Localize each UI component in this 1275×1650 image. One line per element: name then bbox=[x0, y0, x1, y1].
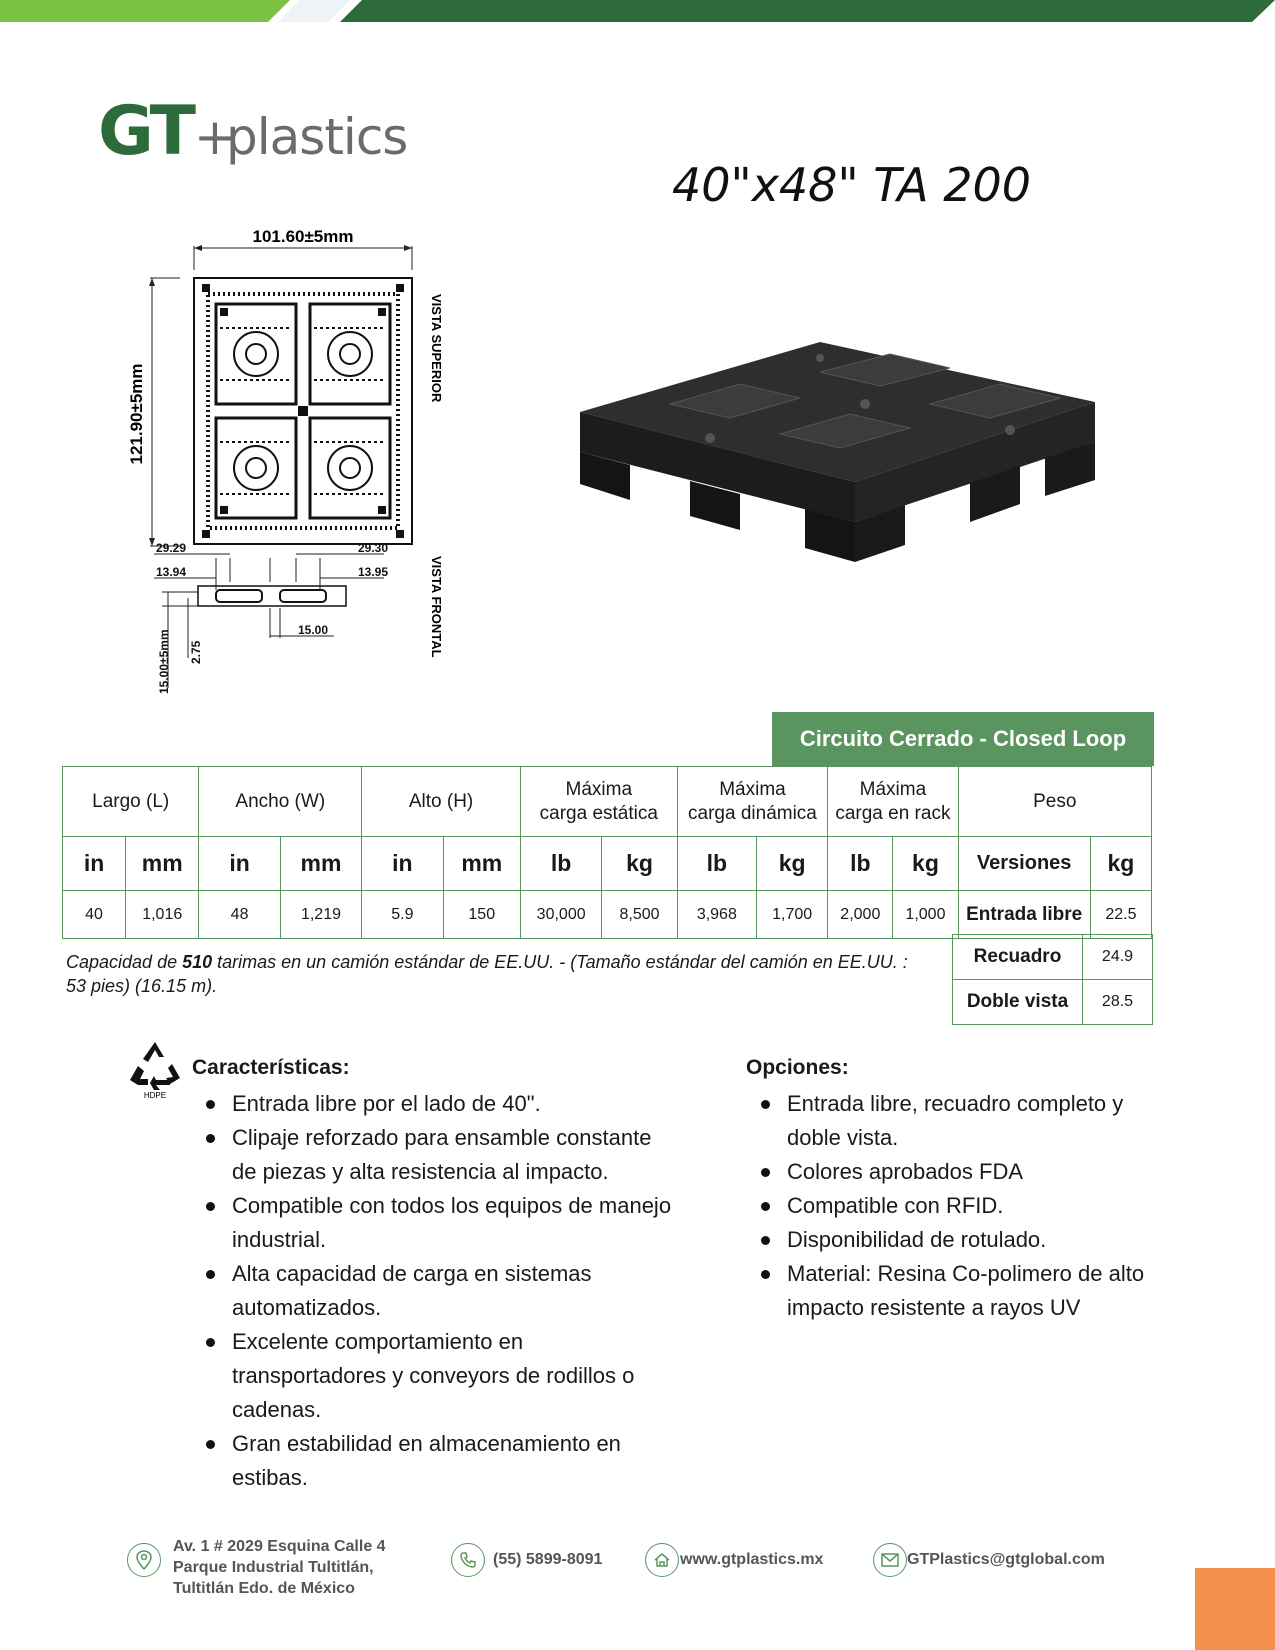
corner-accent bbox=[1195, 1568, 1275, 1650]
unit-cell: in bbox=[362, 837, 443, 891]
unit-cell: mm bbox=[280, 837, 361, 891]
features-title: Características: bbox=[192, 1056, 350, 1079]
value-cell: 1,219 bbox=[280, 891, 361, 939]
unit-cell: mm bbox=[126, 837, 199, 891]
version-name: Doble vista bbox=[953, 980, 1083, 1025]
dim-13-95: 13.95 bbox=[358, 565, 389, 579]
unit-cell: kg bbox=[757, 837, 828, 891]
spec-table bbox=[62, 766, 1152, 939]
value-cell: 5.9 bbox=[362, 891, 443, 939]
footer-email[interactable]: GTPlastics@gtglobal.com bbox=[907, 1551, 1105, 1568]
front-view bbox=[154, 554, 384, 688]
list-item: Alta capacidad de carga en sistemas automatizados. bbox=[202, 1257, 672, 1325]
capacity-count: 510 bbox=[182, 952, 213, 972]
dim-height: 15.00±5mm bbox=[157, 629, 171, 694]
header-peso: Peso bbox=[958, 767, 1151, 837]
list-item: Entrada libre por el lado de 40". bbox=[202, 1087, 672, 1121]
header-estatica: Máxima carga estática bbox=[520, 767, 677, 837]
list-item: Entrada libre, recuadro completo y doble vista. bbox=[757, 1087, 1157, 1155]
value-cell: 2,000 bbox=[828, 891, 893, 939]
options-title: Opciones: bbox=[746, 1056, 849, 1079]
value-cell: 48 bbox=[199, 891, 280, 939]
version-kg: 22.5 bbox=[1090, 891, 1151, 939]
logo-name: plastics bbox=[226, 108, 408, 166]
logo-gt: GT bbox=[98, 92, 194, 171]
options-list bbox=[757, 1087, 1157, 1325]
version-row bbox=[953, 980, 1153, 1025]
footer-phone: (55) 5899-8091 bbox=[493, 1551, 603, 1568]
list-item: Compatible con todos los equipos de manejo industrial. bbox=[202, 1189, 672, 1257]
technical-drawing bbox=[120, 218, 480, 738]
unit-cell: kg bbox=[1090, 837, 1151, 891]
list-item: Gran estabilidad en almacenamiento en estibas. bbox=[202, 1427, 672, 1495]
front-view-label: VISTA FRONTAL bbox=[429, 556, 444, 658]
list-item: Compatible con RFID. bbox=[757, 1189, 1157, 1223]
header-largo: Largo (L) bbox=[63, 767, 199, 837]
unit-cell: in bbox=[199, 837, 280, 891]
pallet-image bbox=[570, 342, 1105, 587]
top-color-bar bbox=[0, 0, 1275, 22]
header-ancho: Ancho (W) bbox=[199, 767, 362, 837]
list-item: Disponibilidad de rotulado. bbox=[757, 1223, 1157, 1257]
top-view bbox=[194, 278, 412, 544]
value-cell: 3,968 bbox=[677, 891, 756, 939]
version-kg: 24.9 bbox=[1083, 935, 1153, 980]
home-icon bbox=[645, 1543, 679, 1577]
length-dimension: 121.90±5mm bbox=[127, 363, 146, 465]
phone-icon bbox=[451, 1543, 485, 1577]
value-cell: 150 bbox=[443, 891, 520, 939]
dim-29-30: 29.30 bbox=[358, 541, 389, 555]
unit-cell: in bbox=[63, 837, 126, 891]
dim-29-29: 29.29 bbox=[156, 541, 187, 555]
recycle-icon bbox=[128, 1040, 182, 1100]
unit-versiones: Versiones bbox=[958, 837, 1090, 891]
dim-15-00: 15.00 bbox=[298, 623, 329, 637]
unit-cell: lb bbox=[828, 837, 893, 891]
header-dinamica: Máxima carga dinámica bbox=[677, 767, 828, 837]
header-row bbox=[63, 767, 1152, 837]
version-kg: 28.5 bbox=[1083, 980, 1153, 1025]
recycle-label: HDPE bbox=[143, 1091, 167, 1100]
unit-cell: kg bbox=[893, 837, 958, 891]
versions-table bbox=[952, 934, 1153, 1025]
width-dimension: 101.60±5mm bbox=[252, 227, 354, 246]
location-icon bbox=[127, 1543, 161, 1577]
version-row bbox=[953, 935, 1153, 980]
value-cell: 40 bbox=[63, 891, 126, 939]
dim-2-75: 2.75 bbox=[189, 640, 203, 664]
value-cell: 1,000 bbox=[893, 891, 958, 939]
header-rack: Máxima carga en rack bbox=[828, 767, 958, 837]
value-cell: 1,016 bbox=[126, 891, 199, 939]
list-item: Colores aprobados FDA bbox=[757, 1155, 1157, 1189]
unit-cell: mm bbox=[443, 837, 520, 891]
header-alto: Alto (H) bbox=[362, 767, 521, 837]
version-name: Entrada libre bbox=[958, 891, 1090, 939]
units-row bbox=[63, 837, 1152, 891]
values-row bbox=[63, 891, 1152, 939]
value-cell: 1,700 bbox=[757, 891, 828, 939]
footer-address: Av. 1 # 2029 Esquina Calle 4 Parque Industrial Tultitlán, Tultitlán Edo. de México bbox=[173, 1538, 386, 1597]
version-name: Recuadro bbox=[953, 935, 1083, 980]
top-view-label: VISTA SUPERIOR bbox=[429, 294, 444, 403]
list-item: Material: Resina Co-polimero de alto impacto resistente a rayos UV bbox=[757, 1257, 1157, 1325]
footer-website[interactable]: www.gtplastics.mx bbox=[680, 1551, 824, 1568]
unit-cell: lb bbox=[677, 837, 756, 891]
product-title: 40"x48" TA 200 bbox=[672, 158, 1031, 212]
unit-cell: lb bbox=[520, 837, 601, 891]
closed-loop-badge: Circuito Cerrado - Closed Loop bbox=[772, 712, 1154, 766]
unit-cell: kg bbox=[602, 837, 677, 891]
value-cell: 8,500 bbox=[602, 891, 677, 939]
value-cell: 30,000 bbox=[520, 891, 601, 939]
features-list bbox=[202, 1087, 672, 1495]
mail-icon bbox=[873, 1543, 907, 1577]
truck-capacity-note: Capacidad de 510 tarimas en un camión estándar de EE.UU. - (Tamaño estándar del camión en EE.UU. : 53 pies) (16.15 m). bbox=[66, 952, 908, 996]
logo-plus: + bbox=[194, 108, 236, 166]
list-item: Excelente comportamiento en transportadores y conveyors de rodillos o cadenas. bbox=[202, 1325, 672, 1427]
dim-13-94: 13.94 bbox=[156, 565, 187, 579]
list-item: Clipaje reforzado para ensamble constante de piezas y alta resistencia al impacto. bbox=[202, 1121, 672, 1189]
